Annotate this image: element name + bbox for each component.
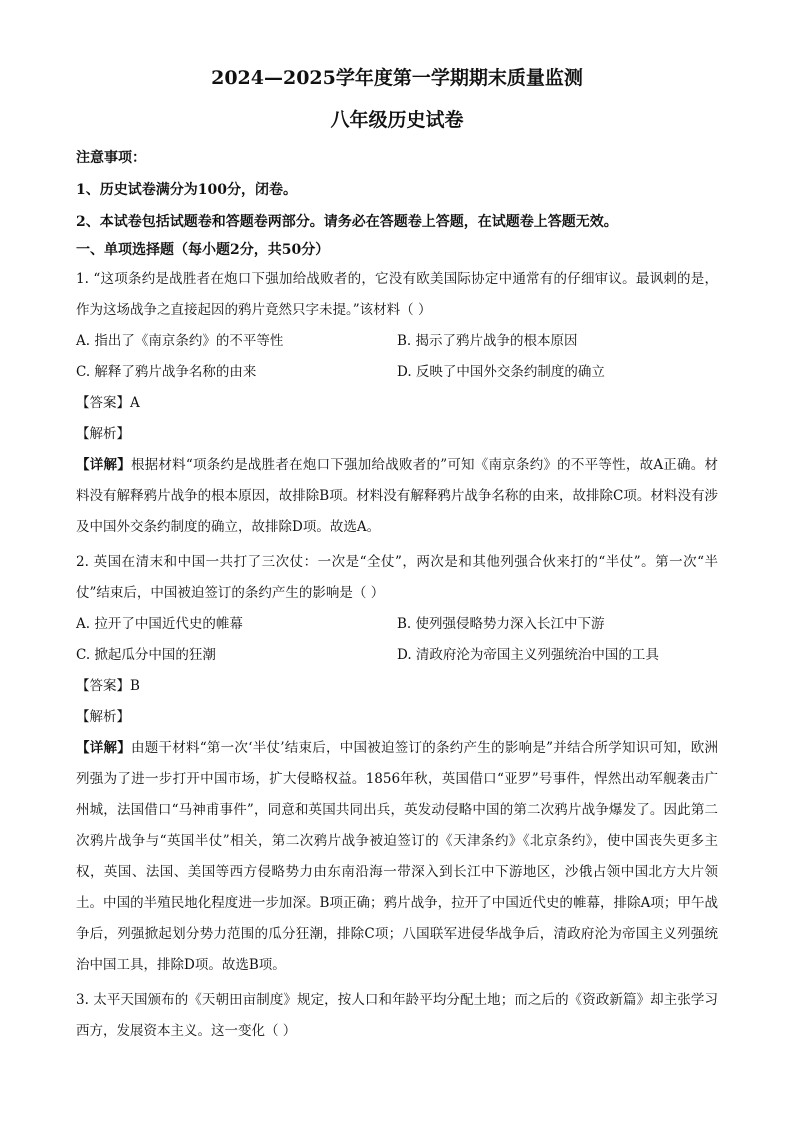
question-2-detail [76, 733, 718, 981]
question-1-options [76, 326, 718, 388]
question-2-option-d: D. 清政府沦为帝国主义列强统治中国的工具 [397, 647, 659, 663]
question-3 [76, 985, 718, 1047]
question-1-option-a: A. 指出了《南京条约》的不平等性 [76, 333, 284, 349]
notice-item-2: 2、本试卷包括试题卷和答题卷两部分。请务必在答题卷上答题，在试题卷上答题无效。 [76, 214, 618, 230]
question-2-option-b: B. 使列强侵略势力深入长江中下游 [397, 616, 605, 632]
question-1-analysis-label: 【解析】 [76, 426, 130, 442]
question-2-detail-label: 【详解】 [76, 740, 132, 756]
notice-item-1: 1、历史试卷满分为100分，闭卷。 [76, 182, 297, 198]
question-1-option-d: D. 反映了中国外交条约制度的确立 [397, 364, 605, 380]
question-2-option-a: A. 拉开了中国近代史的帷幕 [76, 616, 243, 632]
question-1-detail-text: 根据材料“项条约是战胜者在炮口下强加给战败者的”可知《南京条约》的不平等性，故A正确。材料没有解释鸦片战争的根本原因，故排除B项。材料没有解释鸦片战争名称的由来，故排除C项。材料没有涉及中国外交条约制度的确立，故排除D项。故选A。 [76, 457, 718, 535]
question-1-detail-label: 【详解】 [76, 457, 131, 473]
question-2 [76, 547, 718, 981]
question-2-options [76, 609, 718, 671]
exam-title: 2024—2025学年度第一学期期末质量监测 [211, 67, 583, 89]
question-1-stem: 1. “这项条约是战胜者在炮口下强加给战败者的，它没有欧美国际协定中通常有的仔细审议。最讽刺的是，作为这场战争之直接起因的鸦片竟然只字未提。”该材料（ ） [76, 271, 718, 318]
question-1 [76, 264, 718, 543]
question-2-stem: 2. 英国在清末和中国一共打了三次仗：一次是“全仗”，两次是和其他列强合伙来打的“半仗”。第一次“半仗”结束后，中国被迫签订的条约产生的影响是（ ） [76, 554, 718, 601]
question-1-answer: 【答案】A [76, 395, 140, 411]
question-2-analysis-label: 【解析】 [76, 709, 130, 725]
question-1-option-b: B. 揭示了鸦片战争的根本原因 [397, 333, 578, 349]
question-1-detail [76, 450, 718, 543]
question-3-stem: 3. 太平天国颁布的《天朝田亩制度》规定，按人口和年龄平均分配土地；而之后的《资政新篇》却主张学习西方，发展资本主义。这一变化（ ） [76, 992, 718, 1039]
question-2-option-c: C. 掀起瓜分中国的狂潮 [76, 647, 216, 663]
exam-subtitle: 八年级历史试卷 [330, 109, 464, 131]
question-2-answer: 【答案】B [76, 678, 140, 694]
question-2-detail-text: 由题干材料“第一次‘半仗’结束后，中国被迫签订的条约产生的影响是”并结合所学知识可知，欧洲列强为了进一步打开中国市场，扩大侵略权益。1856年秋，英国借口“亚罗”号事件，悍然出动军舰袭击广州城，法国借口“马神甫事件”，同意和英国共同出兵，英发动侵略中国的第二次鸦片战争爆发了。因此第二次鸦片战争与“英国半仗”相关，第二次鸦片战争被迫签订的《天津条约》《北京条约》，使中国丧失更多主权，英国、法国、美国等西方侵略势力由东南沿海一带深入到长江中下游地区，沙俄占领中国北方大片领土。中国的半殖民地化程度进一步加深。B项正确；鸦片战争，拉开了中国近代史的帷幕，排除A项；甲午战争后，列强掀起划分势力范围的瓜分狂潮，排除C项；八国联军进侵华战争后，清政府沦为帝国主义列强统治中国工具，排除D项。故选B项。 [76, 740, 719, 973]
notice-heading: 注意事项： [76, 150, 146, 166]
question-1-option-c: C. 解释了鸦片战争名称的由来 [76, 364, 257, 380]
section-heading: 一、单项选择题（每小题2分，共50分） [76, 242, 330, 258]
